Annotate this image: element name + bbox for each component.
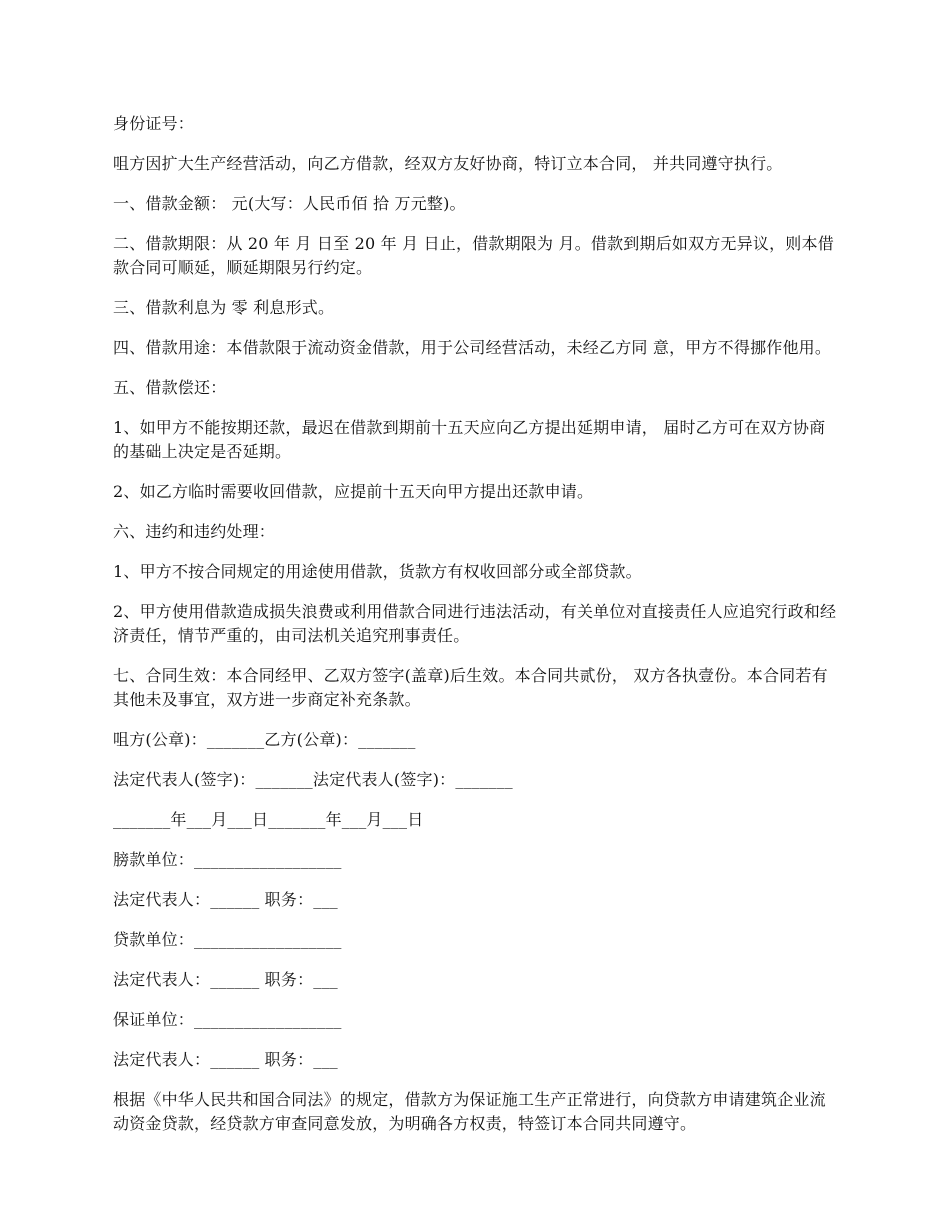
clause-repayment-heading: 五、借款偿还： (113, 378, 227, 397)
clause-loan-amount: 一、借款金额： 元(大写：人民币佰 拾 万元整)。 (113, 194, 466, 213)
contract-legal-basis: 根据《中华人民共和国合同法》的规定，借款方为保证施工生产正常进行，向贷款方申请建筑企业流动资金贷款，经贷款方审查同意发放，为明确各方权责，特签订本合同共同遵守。 (113, 1090, 826, 1133)
document-body (113, 112, 841, 1152)
clause-breach-heading: 六、违约和违约处理： (113, 522, 276, 541)
borrower-unit-line: 膀款单位：__________________ (113, 850, 342, 869)
clause-loan-interest: 三、借款利息为 零 利息形式。 (113, 298, 335, 317)
signature-date-line: _______年___月___日_______年___月___日 (113, 810, 424, 829)
repayment-item-1: 1、如甲方不能按期还款，最迟在借款到期前十五天应向乙方提出延期申请， 届时乙方可在双方协商的基础上决定是否延期。 (113, 418, 826, 461)
id-number-line: 身份证号： (113, 114, 195, 133)
clause-loan-purpose: 四、借款用途：本借款限于流动资金借款，用于公司经营活动，未经乙方同 意，甲方不得挪作他用。 (113, 338, 832, 357)
lender-representative-line: 法定代表人：______ 职务：___ (113, 970, 338, 989)
signature-seal-line: 咀方(公章)：_______乙方(公章)：_______ (113, 730, 416, 749)
breach-item-1: 1、甲方不按合同规定的用途使用借款，货款方有权收回部分或全部贷款。 (113, 562, 642, 581)
borrower-representative-line: 法定代表人：______ 职务：___ (113, 890, 338, 909)
clause-effectiveness: 七、合同生效：本合同经甲、乙双方签字(盖章)后生效。本合同共贰份， 双方各执壹份。本合同若有其他未及事宜，双方进一步商定补充条款。 (113, 666, 828, 709)
guarantor-unit-line: 保证单位：__________________ (113, 1010, 342, 1029)
breach-item-2: 2、甲方使用借款造成损失浪费或利用借款合同进行违法活动，有关单位对直接责任人应追究行政和经济责任，情节严重的，由司法机关追究刑事责任。 (113, 602, 837, 645)
contract-preamble: 咀方因扩大生产经营活动，向乙方借款，经双方友好协商，特订立本合同， 并共同遵守执行。 (113, 154, 783, 173)
repayment-item-2: 2、如乙方临时需要收回借款，应提前十五天向甲方提出还款申请。 (113, 482, 594, 501)
lender-unit-line: 贷款单位：__________________ (113, 930, 342, 949)
signature-representative-line: 法定代表人(签字)：_______法定代表人(签字)：_______ (113, 770, 513, 789)
guarantor-representative-line: 法定代表人：______ 职务：___ (113, 1050, 338, 1069)
clause-loan-term: 二、借款期限：从 20 年 月 日至 20 年 月 日止，借款期限为 月。借款到期后如双方无异议，则本借款合同可顺延，顺延期限另行约定。 (113, 234, 834, 277)
